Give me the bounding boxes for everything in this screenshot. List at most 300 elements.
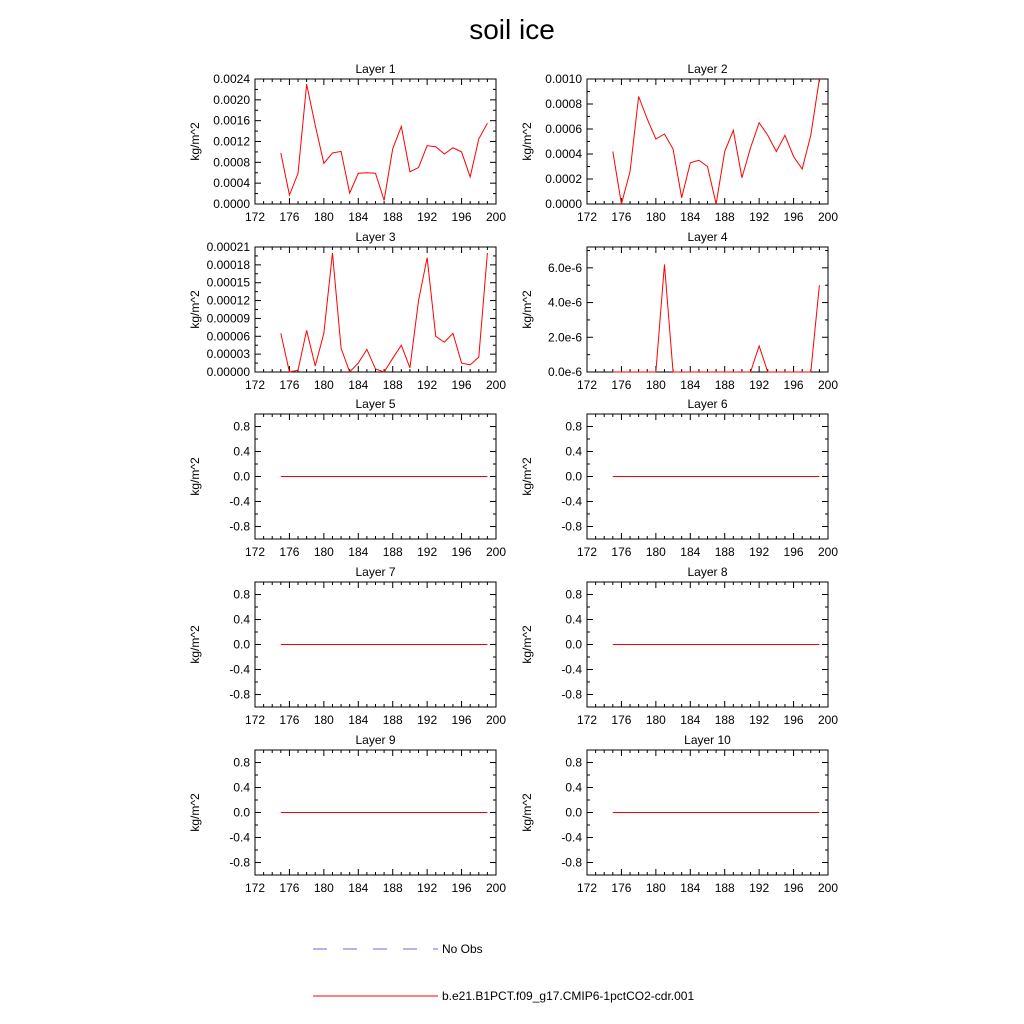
y-tick-label: 0.0: [233, 805, 250, 820]
data-point: [340, 151, 341, 152]
data-point: [315, 644, 316, 645]
data-point: [297, 644, 298, 645]
data-point: [767, 644, 768, 645]
data-point: [315, 476, 316, 477]
data-point: [427, 644, 428, 645]
data-point: [793, 156, 794, 157]
data-point: [427, 812, 428, 813]
x-tick-label: 176: [279, 713, 300, 727]
data-point: [384, 644, 385, 645]
x-tick-label: 196: [451, 545, 472, 559]
data-point: [612, 371, 613, 372]
data-point: [629, 476, 630, 477]
x-tick-label: 176: [279, 378, 300, 392]
data-point: [487, 644, 488, 645]
y-tick-label: 0.0020: [213, 92, 250, 107]
y-tick-label: 0.0: [233, 469, 250, 484]
data-point: [427, 476, 428, 477]
data-point: [349, 812, 350, 813]
data-point: [487, 123, 488, 124]
y-tick-label: 0.0004: [213, 176, 250, 191]
data-point: [647, 118, 648, 119]
data-point: [427, 257, 428, 258]
data-point: [323, 644, 324, 645]
y-tick-label: 6.0e-6: [547, 260, 582, 275]
x-tick-label: 188: [714, 378, 735, 392]
x-tick-label: 184: [348, 713, 369, 727]
data-point: [655, 644, 656, 645]
x-tick-label: 192: [749, 881, 770, 895]
data-point: [741, 476, 742, 477]
data-point: [707, 166, 708, 167]
y-tick-label: 0.0006: [545, 122, 582, 136]
data-point: [306, 84, 307, 85]
x-tick-label: 188: [382, 545, 403, 559]
data-point: [647, 476, 648, 477]
y-tick-label: 0.0002: [545, 172, 582, 186]
y-tick-label: 0.0004: [545, 147, 582, 161]
panel-3: [188, 230, 506, 392]
data-point: [375, 476, 376, 477]
data-point: [470, 476, 471, 477]
x-tick-label: 184: [680, 881, 701, 895]
data-point: [819, 78, 820, 79]
panel-8: [520, 565, 838, 727]
data-point: [470, 364, 471, 365]
y-tick-label: 0.00021: [206, 240, 250, 254]
data-point: [621, 476, 622, 477]
x-tick-label: 180: [313, 210, 334, 224]
y-tick-label: 0.4: [565, 780, 582, 795]
data-point: [784, 812, 785, 813]
x-tick-label: 176: [611, 378, 632, 392]
data-point: [444, 153, 445, 154]
data-point: [750, 147, 751, 148]
x-tick-label: 184: [348, 378, 369, 392]
data-point: [366, 476, 367, 477]
data-point: [306, 812, 307, 813]
data-point: [461, 151, 462, 152]
data-point: [664, 133, 665, 134]
panel-title: Layer 8: [687, 565, 728, 579]
data-point: [612, 476, 613, 477]
data-point: [655, 138, 656, 139]
y-axis-label: kg/m^2: [188, 290, 202, 329]
data-point: [698, 476, 699, 477]
data-point: [681, 476, 682, 477]
data-point: [375, 644, 376, 645]
data-point: [767, 371, 768, 372]
data-point: [776, 812, 777, 813]
data-point: [315, 125, 316, 126]
panel-title: Layer 10: [684, 733, 731, 747]
y-tick-label: 2.0e-6: [547, 330, 582, 345]
data-point: [690, 644, 691, 645]
x-tick-label: 176: [611, 210, 632, 224]
data-point: [741, 812, 742, 813]
data-point: [366, 644, 367, 645]
y-axis-label: kg/m^2: [520, 122, 534, 161]
panel-1: [188, 62, 506, 224]
data-point: [647, 812, 648, 813]
data-point: [759, 122, 760, 123]
y-tick-label: 0.8: [233, 587, 250, 602]
data-point: [707, 644, 708, 645]
panel-title: Layer 5: [355, 397, 396, 411]
data-point: [418, 812, 419, 813]
data-point: [392, 644, 393, 645]
x-tick-label: 184: [348, 881, 369, 895]
data-point: [478, 476, 479, 477]
y-tick-label: 0.8: [565, 419, 582, 434]
data-point: [470, 176, 471, 177]
data-point: [724, 371, 725, 372]
data-point: [664, 812, 665, 813]
x-tick-label: 196: [783, 210, 804, 224]
y-axis-label: kg/m^2: [520, 290, 534, 329]
data-point: [375, 812, 376, 813]
data-point: [358, 362, 359, 363]
data-point: [793, 644, 794, 645]
data-point: [716, 812, 717, 813]
data-point: [724, 151, 725, 152]
data-point: [819, 644, 820, 645]
data-point: [452, 147, 453, 148]
y-tick-label: 0.00015: [206, 275, 250, 290]
panel-title: Layer 6: [687, 397, 728, 411]
x-tick-label: 192: [749, 210, 770, 224]
data-point: [784, 371, 785, 372]
plot-frame: [255, 79, 496, 204]
data-point: [690, 476, 691, 477]
data-point: [681, 812, 682, 813]
data-point: [810, 371, 811, 372]
data-point: [315, 365, 316, 366]
data-point: [741, 371, 742, 372]
series-line-1: [281, 84, 488, 200]
plot-frame: [255, 247, 496, 372]
data-point: [418, 644, 419, 645]
x-tick-label: 188: [714, 210, 735, 224]
x-tick-label: 172: [244, 713, 266, 727]
y-tick-label: 0.4: [233, 612, 250, 627]
data-point: [358, 476, 359, 477]
data-point: [461, 644, 462, 645]
y-tick-label: -0.8: [229, 519, 250, 534]
y-tick-label: 0.8: [565, 755, 582, 770]
data-point: [612, 644, 613, 645]
data-point: [612, 812, 613, 813]
data-point: [297, 173, 298, 174]
data-point: [750, 476, 751, 477]
data-point: [332, 644, 333, 645]
y-tick-label: 0.0: [565, 637, 582, 652]
data-point: [612, 151, 613, 152]
data-point: [767, 135, 768, 136]
data-point: [306, 644, 307, 645]
data-point: [435, 644, 436, 645]
data-point: [297, 370, 298, 371]
x-tick-label: 172: [576, 210, 598, 224]
data-point: [664, 476, 665, 477]
data-point: [470, 644, 471, 645]
data-point: [759, 345, 760, 346]
x-tick-label: 200: [485, 881, 507, 895]
data-point: [384, 200, 385, 201]
x-tick-label: 200: [817, 210, 839, 224]
data-point: [707, 371, 708, 372]
y-axis-label: kg/m^2: [188, 122, 202, 161]
y-axis-label: kg/m^2: [520, 457, 534, 496]
data-point: [418, 167, 419, 168]
data-point: [733, 130, 734, 131]
data-point: [776, 371, 777, 372]
x-tick-label: 180: [313, 378, 334, 392]
data-point: [681, 371, 682, 372]
y-tick-label: 0.4: [565, 612, 582, 627]
data-point: [698, 160, 699, 161]
data-point: [698, 644, 699, 645]
panel-6: [520, 397, 838, 559]
data-point: [358, 812, 359, 813]
data-point: [435, 146, 436, 147]
data-point: [784, 476, 785, 477]
x-tick-label: 196: [451, 210, 472, 224]
data-point: [340, 644, 341, 645]
data-point: [332, 252, 333, 253]
x-tick-label: 192: [417, 210, 438, 224]
x-tick-label: 196: [451, 713, 472, 727]
x-tick-label: 180: [645, 545, 666, 559]
x-tick-label: 196: [451, 378, 472, 392]
y-tick-label: -0.8: [561, 519, 582, 534]
data-point: [478, 644, 479, 645]
panel-title: Layer 2: [687, 62, 728, 76]
x-tick-label: 172: [244, 210, 266, 224]
x-tick-label: 176: [611, 881, 632, 895]
y-axis-label: kg/m^2: [520, 793, 534, 832]
data-point: [315, 812, 316, 813]
y-tick-label: 0.0016: [213, 113, 250, 128]
x-tick-label: 196: [783, 881, 804, 895]
data-point: [681, 197, 682, 198]
data-point: [672, 812, 673, 813]
data-point: [733, 812, 734, 813]
data-point: [629, 171, 630, 172]
data-point: [401, 812, 402, 813]
data-point: [767, 812, 768, 813]
data-point: [698, 812, 699, 813]
data-point: [733, 371, 734, 372]
y-axis-label: kg/m^2: [188, 793, 202, 832]
panel-9: [188, 733, 506, 895]
data-point: [759, 476, 760, 477]
panel-5: [188, 397, 506, 559]
y-tick-label: 0.0010: [545, 72, 582, 86]
x-tick-label: 196: [783, 713, 804, 727]
data-point: [802, 644, 803, 645]
data-point: [401, 644, 402, 645]
data-point: [366, 172, 367, 173]
data-point: [366, 349, 367, 350]
x-tick-label: 188: [714, 545, 735, 559]
data-point: [784, 644, 785, 645]
x-tick-label: 200: [817, 545, 839, 559]
data-point: [621, 812, 622, 813]
panel-2: [520, 62, 838, 224]
data-point: [638, 96, 639, 97]
data-point: [793, 371, 794, 372]
data-point: [340, 476, 341, 477]
panel-4: [520, 230, 838, 392]
data-point: [655, 812, 656, 813]
data-point: [621, 371, 622, 372]
y-tick-label: -0.4: [561, 830, 582, 845]
data-point: [672, 371, 673, 372]
y-tick-label: 0.0008: [213, 155, 250, 170]
data-point: [819, 812, 820, 813]
data-point: [358, 644, 359, 645]
y-tick-label: 0.0024: [213, 72, 250, 86]
data-point: [444, 342, 445, 343]
data-point: [638, 644, 639, 645]
x-tick-label: 180: [313, 545, 334, 559]
data-point: [409, 812, 410, 813]
data-point: [435, 476, 436, 477]
figure-title: soil ice: [469, 14, 555, 45]
data-point: [289, 812, 290, 813]
data-point: [478, 812, 479, 813]
y-tick-label: -0.8: [229, 855, 250, 870]
x-tick-label: 200: [817, 713, 839, 727]
data-point: [664, 644, 665, 645]
data-point: [323, 812, 324, 813]
data-point: [810, 476, 811, 477]
data-point: [810, 812, 811, 813]
x-tick-label: 176: [279, 881, 300, 895]
panel-title: Layer 9: [355, 733, 396, 747]
data-point: [724, 812, 725, 813]
data-point: [289, 195, 290, 196]
data-point: [698, 371, 699, 372]
y-tick-label: 0.0012: [213, 134, 250, 149]
data-point: [280, 333, 281, 334]
data-point: [461, 476, 462, 477]
data-point: [349, 476, 350, 477]
data-point: [409, 171, 410, 172]
data-point: [487, 476, 488, 477]
panel-title: Layer 3: [355, 230, 396, 244]
data-point: [716, 371, 717, 372]
x-tick-label: 188: [382, 210, 403, 224]
data-point: [716, 644, 717, 645]
data-point: [349, 644, 350, 645]
y-tick-label: -0.4: [561, 494, 582, 509]
data-point: [802, 812, 803, 813]
data-point: [741, 644, 742, 645]
data-point: [375, 173, 376, 174]
x-tick-label: 192: [417, 881, 438, 895]
x-tick-label: 200: [485, 713, 507, 727]
y-tick-label: 0.0000: [545, 197, 582, 211]
data-point: [332, 476, 333, 477]
y-tick-label: 0.4: [565, 444, 582, 459]
legend-obs-label: No Obs: [442, 942, 483, 956]
legend-series-label: b.e21.B1PCT.f09_g17.CMIP6-1pctCO2-cdr.001: [442, 989, 695, 1003]
data-point: [452, 812, 453, 813]
data-point: [384, 476, 385, 477]
y-tick-label: -0.4: [561, 662, 582, 677]
data-point: [750, 812, 751, 813]
data-point: [759, 812, 760, 813]
x-tick-label: 172: [576, 545, 598, 559]
y-tick-label: 0.00012: [206, 293, 250, 308]
x-tick-label: 200: [817, 378, 839, 392]
data-point: [716, 476, 717, 477]
y-tick-label: 0.0008: [545, 97, 582, 111]
panel-7: [188, 565, 506, 727]
data-point: [323, 333, 324, 334]
data-point: [629, 371, 630, 372]
x-tick-label: 188: [382, 881, 403, 895]
y-tick-label: -0.8: [561, 687, 582, 702]
y-axis-label: kg/m^2: [188, 625, 202, 664]
data-point: [392, 148, 393, 149]
data-point: [323, 476, 324, 477]
data-point: [478, 138, 479, 139]
x-tick-label: 176: [279, 210, 300, 224]
data-point: [776, 644, 777, 645]
data-point: [392, 476, 393, 477]
data-point: [280, 476, 281, 477]
y-tick-label: 0.00006: [206, 329, 250, 344]
x-tick-label: 172: [244, 881, 266, 895]
y-tick-label: 0.0: [565, 805, 582, 820]
y-tick-label: 0.0: [233, 637, 250, 652]
data-point: [819, 476, 820, 477]
data-point: [802, 371, 803, 372]
x-tick-label: 192: [749, 378, 770, 392]
y-tick-label: 0.0: [565, 469, 582, 484]
x-tick-label: 188: [382, 713, 403, 727]
x-tick-label: 200: [485, 378, 507, 392]
x-tick-label: 200: [817, 881, 839, 895]
data-point: [724, 644, 725, 645]
data-point: [478, 357, 479, 358]
data-point: [672, 148, 673, 149]
data-point: [487, 812, 488, 813]
data-point: [793, 476, 794, 477]
x-tick-label: 176: [279, 545, 300, 559]
data-point: [306, 476, 307, 477]
data-point: [750, 371, 751, 372]
x-tick-label: 184: [348, 210, 369, 224]
y-tick-label: 0.00003: [206, 347, 250, 362]
y-tick-label: 0.4: [233, 780, 250, 795]
x-tick-label: 180: [645, 378, 666, 392]
x-tick-label: 196: [451, 881, 472, 895]
data-point: [289, 644, 290, 645]
plot-frame: [587, 79, 828, 204]
data-point: [647, 644, 648, 645]
data-point: [621, 644, 622, 645]
y-tick-label: 0.00000: [206, 365, 250, 379]
data-point: [280, 644, 281, 645]
x-tick-label: 200: [485, 210, 507, 224]
x-tick-label: 180: [645, 210, 666, 224]
data-point: [323, 163, 324, 164]
series-line-1: [613, 264, 820, 372]
